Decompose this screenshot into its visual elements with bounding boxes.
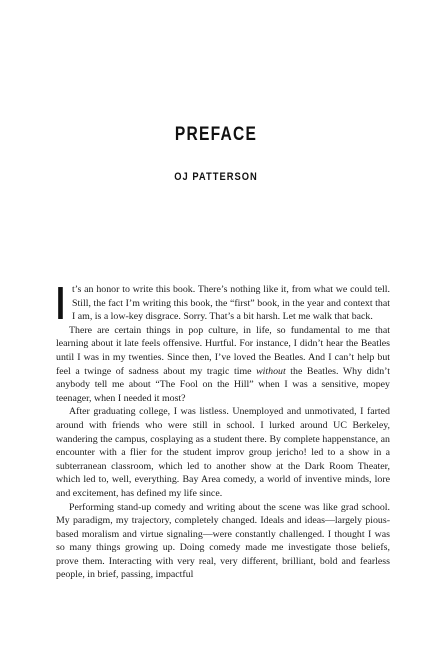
- italic-emphasis: without: [256, 365, 286, 377]
- paragraph-1: [56, 277, 390, 329]
- chapter-body: [56, 277, 390, 582]
- paragraph-3: [56, 405, 390, 500]
- paragraph-2: [56, 324, 390, 406]
- paragraph-text: the Beatles. Why didn’t anybody tell me about “The Fool on the Hill” when I was a sensitive, mopey teenager, when I needed it most?: [56, 365, 390, 404]
- paragraph-text: There are certain things in pop culture, in life, so fundamental to me that learning about it late feels offensive. Hurtful. For instance, I didn’t hear the Beatles until I was in my twenties. Since then, I’ve loved the Beatles. And I can’t help but feel a twinge of sadness about my tragic time: [56, 324, 390, 377]
- author-name: OJ PATTERSON: [174, 171, 258, 183]
- paragraph-text: After graduating college, I was listless. Unemployed and unmotivated, I farted around with friends who were still in school. I lurked around UC Berkeley, wandering the campus, cosplaying as a student there. By complete happenstance, an encounter with a flier for the student improv group jericho! led to a show in a subterranean classroom, which led to another show at the Dark Room Theater, which led to, well, everything. Bay Area comedy, a world of inventive minds, lore and excitement, has defined my life since.: [56, 406, 390, 499]
- paragraph-text: t’s an honor to write this book. There’s nothing like it, from what we could tell. Still, the fact I’m writing this book, the “first” book, in the year and context that I am, is a low-key disgrace. Sorry. That’s a bit harsh. Let me walk that back.: [72, 284, 390, 323]
- paragraph-4: [56, 501, 390, 583]
- paragraph-text: Performing stand-up comedy and writing about the scene was like grad school. My paradigm, my trajectory, completely changed. Ideals and ideas—largely pious-based moralism and virtue signaling—were constantly challenged. I thought I was so many things growing up. Doing comedy made me investigate those beliefs, prove them. Interacting with very real, very different, brilliant, bold and fearless people, in brief, passing, impactful: [56, 501, 390, 581]
- drop-cap: I: [56, 277, 65, 329]
- chapter-title: PREFACE: [174, 124, 258, 145]
